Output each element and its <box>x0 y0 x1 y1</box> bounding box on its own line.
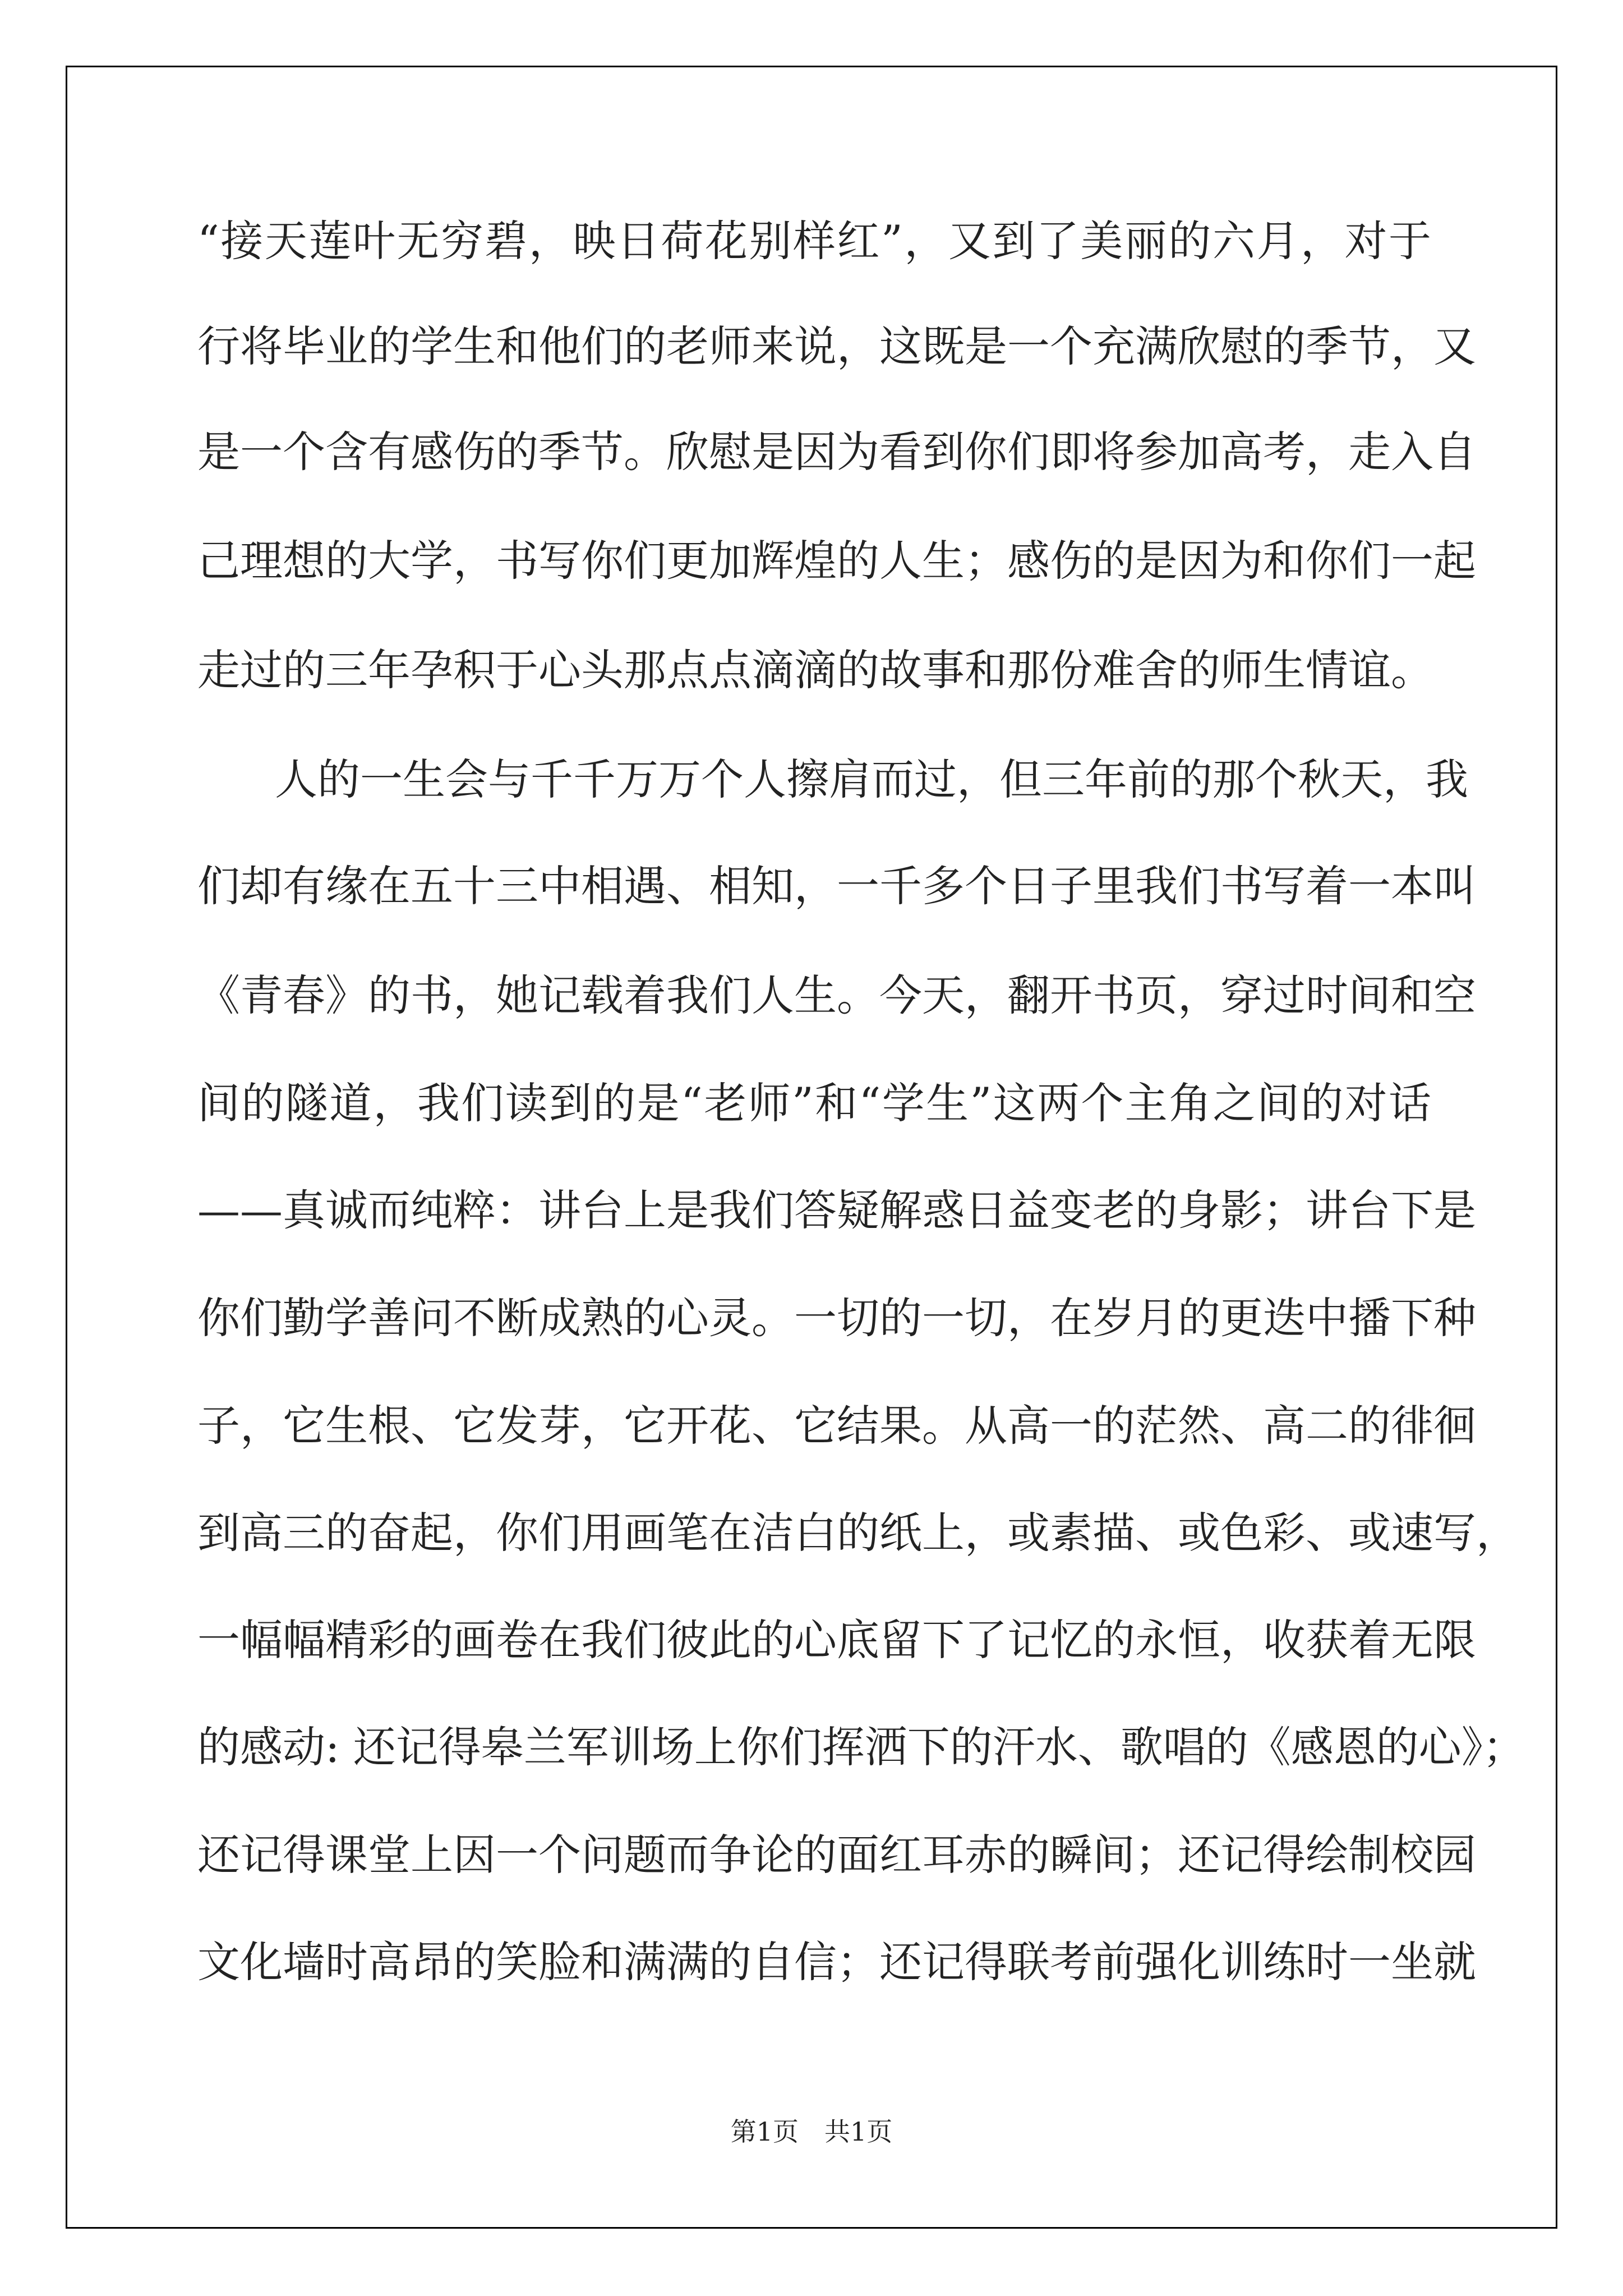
text-line-10: ——真诚而纯粹：讲台上是我们答疑解惑日益变老的身影；讲台下是 <box>197 1185 1476 1235</box>
text-line-7: 们却有缘在五十三中相遇、相知，一千多个日子里我们书写着一本叫 <box>197 861 1476 911</box>
text-line-6: 人的一生会与千千万万个人擦肩而过，但三年前的那个秋天，我 <box>275 754 1468 804</box>
text-line-14: 一幅幅精彩的画卷在我们彼此的心底留下了记忆的永恒，收获着无限 <box>197 1615 1476 1665</box>
text-line-12: 子，它生根、它发芽，它开花、它结果。从高一的茫然、高二的徘徊 <box>197 1401 1476 1451</box>
text-line-16: 还记得课堂上因一个问题而争论的面红耳赤的瞬间；还记得绘制校园 <box>197 1830 1476 1880</box>
text-line-2: 行将毕业的学生和他们的老师来说，这既是一个充满欣慰的季节，又 <box>197 321 1476 371</box>
page-border <box>66 66 1557 2229</box>
text-line-17: 文化墙时高昂的笑脸和满满的自信；还记得联考前强化训练时一坐就 <box>197 1937 1476 1987</box>
text-line-8: 《青春》的书，她记载着我们人生。今天，翻开书页，穿过时间和空 <box>197 970 1476 1020</box>
page-footer: 第1页 共1页 <box>730 2116 893 2147</box>
text-line-15: 的感动: 还记得皋兰军训场上你们挥洒下的汗水、歌唱的《感恩的心》； <box>197 1722 1525 1772</box>
text-line-5: 走过的三年孕积于心头那点点滴滴的故事和那份难舍的师生情谊。 <box>197 645 1433 695</box>
text-line-13: 到高三的奋起，你们用画笔在洁白的纸上，或素描、或色彩、或速写， <box>197 1508 1519 1558</box>
text-line-1: “接天莲叶无穷碧，映日荷花别样红”，又到了美丽的六月，对于 <box>197 216 1431 266</box>
text-line-4: 己理想的大学，书写你们更加辉煌的人生；感伤的是因为和你们一起 <box>197 536 1476 586</box>
text-line-3: 是一个含有感伤的季节。欣慰是因为看到你们即将参加高考，走入自 <box>197 427 1476 477</box>
text-line-11: 你们勤学善问不断成熟的心灵。一切的一切，在岁月的更迭中播下种 <box>197 1293 1476 1343</box>
text-line-9: 间的隧道，我们读到的是“老师”和“学生”这两个主角之间的对话 <box>197 1078 1431 1128</box>
